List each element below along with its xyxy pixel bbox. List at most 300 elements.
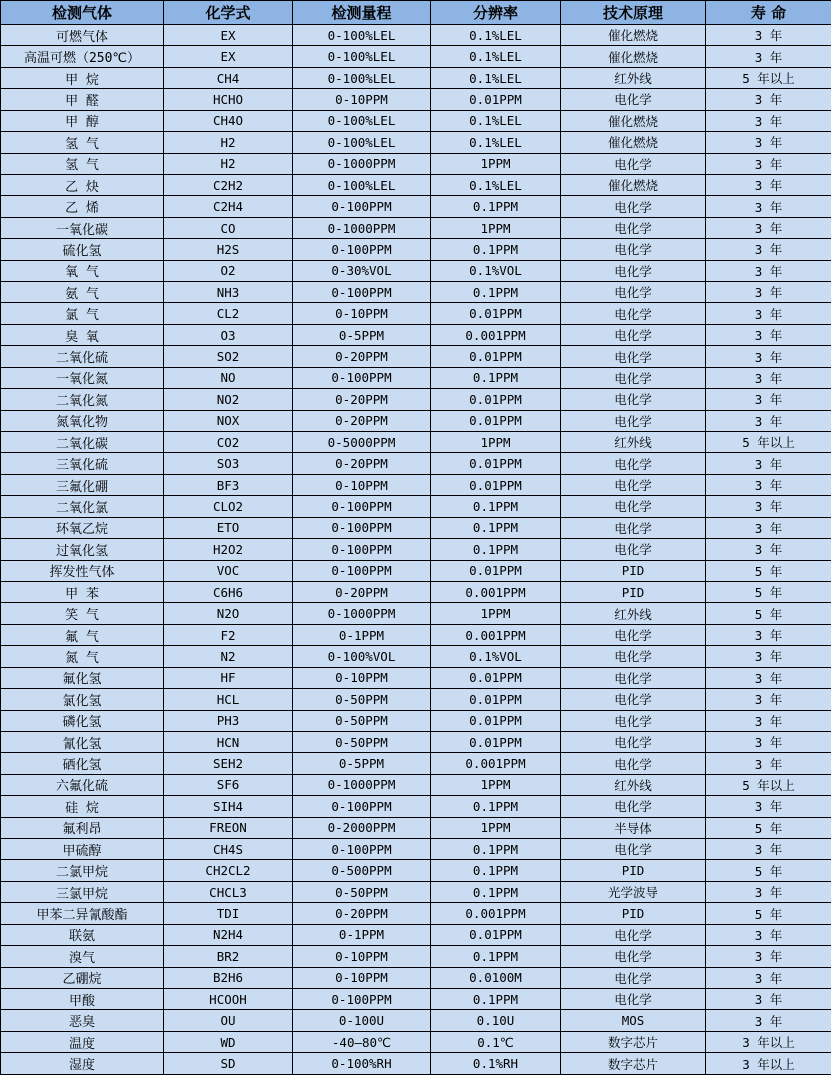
cell-principle: 半导体: [561, 817, 706, 838]
cell-lifespan: 3 年: [706, 710, 831, 731]
cell-lifespan: 3 年: [706, 282, 831, 303]
cell-lifespan: 3 年: [706, 924, 831, 945]
cell-principle: 电化学: [561, 689, 706, 710]
cell-resolution: 0.1%LEL: [431, 110, 561, 131]
cell-formula: H2O2: [164, 539, 293, 560]
cell-principle: 红外线: [561, 603, 706, 624]
cell-principle: 数字芯片: [561, 1053, 706, 1075]
cell-principle: 电化学: [561, 153, 706, 174]
cell-principle: 电化学: [561, 839, 706, 860]
cell-lifespan: 5 年: [706, 581, 831, 602]
cell-formula: EX: [164, 46, 293, 67]
cell-gas: 氟 气: [1, 624, 164, 645]
table-row: [1, 967, 831, 988]
cell-range: 0-5000PPM: [293, 432, 431, 453]
cell-formula: HCN: [164, 731, 293, 752]
cell-range: 0-20PPM: [293, 581, 431, 602]
cell-range: 0-20PPM: [293, 410, 431, 431]
cell-lifespan: 3 年: [706, 624, 831, 645]
cell-lifespan: 3 年: [706, 153, 831, 174]
cell-range: 0-100U: [293, 1010, 431, 1031]
cell-formula: ETO: [164, 517, 293, 538]
cell-resolution: 0.1PPM: [431, 196, 561, 217]
cell-range: 0-10PPM: [293, 946, 431, 967]
table-row: [1, 410, 831, 431]
table-row: [1, 753, 831, 774]
cell-range: 0-100%RH: [293, 1053, 431, 1075]
cell-gas: 甲硫醇: [1, 839, 164, 860]
cell-gas: 乙 炔: [1, 174, 164, 195]
cell-lifespan: 3 年: [706, 496, 831, 517]
cell-range: 0-50PPM: [293, 731, 431, 752]
cell-resolution: 0.1%RH: [431, 1053, 561, 1075]
cell-resolution: 0.01PPM: [431, 453, 561, 474]
cell-range: 0-1PPM: [293, 924, 431, 945]
cell-range: 0-500PPM: [293, 860, 431, 881]
cell-principle: 电化学: [561, 539, 706, 560]
cell-resolution: 0.0100M: [431, 967, 561, 988]
table-row: [1, 367, 831, 388]
cell-range: 0-10PPM: [293, 474, 431, 495]
cell-resolution: 0.01PPM: [431, 474, 561, 495]
table-row: [1, 817, 831, 838]
table-row: [1, 560, 831, 581]
cell-gas: 甲苯二异氰酸酯: [1, 903, 164, 924]
cell-gas: 臭 氧: [1, 324, 164, 345]
cell-principle: 催化燃烧: [561, 46, 706, 67]
table-row: [1, 282, 831, 303]
cell-principle: 电化学: [561, 731, 706, 752]
table-row: [1, 260, 831, 281]
cell-gas: 硅 烷: [1, 796, 164, 817]
table-header: [1, 1, 831, 25]
column-header-principle: 技术原理: [561, 1, 706, 25]
cell-gas: 三氯甲烷: [1, 881, 164, 902]
table-row: [1, 196, 831, 217]
cell-formula: N2O: [164, 603, 293, 624]
cell-gas: 二氧化氮: [1, 389, 164, 410]
cell-resolution: 0.01PPM: [431, 389, 561, 410]
cell-formula: CLO2: [164, 496, 293, 517]
cell-lifespan: 3 年: [706, 517, 831, 538]
cell-principle: 催化燃烧: [561, 132, 706, 153]
cell-formula: C2H2: [164, 174, 293, 195]
cell-range: 0-20PPM: [293, 346, 431, 367]
cell-lifespan: 3 年: [706, 389, 831, 410]
cell-gas: 一氧化氮: [1, 367, 164, 388]
cell-resolution: 0.001PPM: [431, 324, 561, 345]
cell-gas: 乙 烯: [1, 196, 164, 217]
cell-gas: 氰化氢: [1, 731, 164, 752]
cell-resolution: 1PPM: [431, 817, 561, 838]
cell-range: 0-100%VOL: [293, 646, 431, 667]
table-row: [1, 624, 831, 645]
cell-gas: 氮氧化物: [1, 410, 164, 431]
cell-formula: NO2: [164, 389, 293, 410]
table-row: [1, 710, 831, 731]
cell-lifespan: 5 年: [706, 817, 831, 838]
cell-lifespan: 3 年: [706, 967, 831, 988]
cell-gas: 甲 烷: [1, 67, 164, 88]
cell-resolution: 0.1PPM: [431, 282, 561, 303]
cell-range: 0-5PPM: [293, 753, 431, 774]
cell-formula: SF6: [164, 774, 293, 795]
cell-principle: 红外线: [561, 432, 706, 453]
cell-formula: SD: [164, 1053, 293, 1075]
cell-range: 0-100%LEL: [293, 110, 431, 131]
cell-range: 0-100%LEL: [293, 25, 431, 46]
cell-range: -40—80℃: [293, 1031, 431, 1052]
cell-range: 0-2000PPM: [293, 817, 431, 838]
cell-gas: 高温可燃（250℃）: [1, 46, 164, 67]
cell-principle: 电化学: [561, 624, 706, 645]
cell-range: 0-50PPM: [293, 689, 431, 710]
table-row: [1, 903, 831, 924]
cell-principle: 光学波导: [561, 881, 706, 902]
cell-lifespan: 3 年以上: [706, 1031, 831, 1052]
cell-lifespan: 5 年: [706, 560, 831, 581]
cell-resolution: 0.01PPM: [431, 410, 561, 431]
cell-lifespan: 3 年: [706, 89, 831, 110]
cell-formula: SO2: [164, 346, 293, 367]
cell-gas: 硒化氢: [1, 753, 164, 774]
cell-principle: 电化学: [561, 967, 706, 988]
cell-range: 0-1000PPM: [293, 774, 431, 795]
table-row: [1, 581, 831, 602]
table-row: [1, 153, 831, 174]
cell-principle: 电化学: [561, 196, 706, 217]
cell-formula: NOX: [164, 410, 293, 431]
table-row: [1, 517, 831, 538]
table-row: [1, 324, 831, 345]
cell-resolution: 0.01PPM: [431, 560, 561, 581]
cell-resolution: 0.1PPM: [431, 239, 561, 260]
cell-gas: 二氧化碳: [1, 432, 164, 453]
cell-gas: 六氟化硫: [1, 774, 164, 795]
cell-principle: MOS: [561, 1010, 706, 1031]
cell-lifespan: 3 年: [706, 646, 831, 667]
cell-formula: SEH2: [164, 753, 293, 774]
cell-gas: 甲酸: [1, 988, 164, 1009]
cell-formula: CHCL3: [164, 881, 293, 902]
table-row: [1, 46, 831, 67]
cell-resolution: 0.01PPM: [431, 303, 561, 324]
table-row: [1, 774, 831, 795]
cell-lifespan: 3 年以上: [706, 1053, 831, 1075]
cell-principle: 电化学: [561, 517, 706, 538]
cell-principle: 电化学: [561, 988, 706, 1009]
cell-resolution: 0.1PPM: [431, 367, 561, 388]
cell-formula: H2: [164, 132, 293, 153]
cell-formula: WD: [164, 1031, 293, 1052]
cell-range: 0-100%LEL: [293, 132, 431, 153]
header-row: [1, 1, 831, 25]
table-row: [1, 1010, 831, 1031]
cell-resolution: 0.01PPM: [431, 710, 561, 731]
cell-principle: 电化学: [561, 282, 706, 303]
cell-principle: 电化学: [561, 667, 706, 688]
cell-resolution: 1PPM: [431, 153, 561, 174]
table-row: [1, 496, 831, 517]
cell-principle: 电化学: [561, 796, 706, 817]
table-row: [1, 1031, 831, 1052]
column-header-gas: 检测气体: [1, 1, 164, 25]
cell-resolution: 0.1PPM: [431, 860, 561, 881]
cell-resolution: 0.1PPM: [431, 988, 561, 1009]
cell-resolution: 0.1%LEL: [431, 132, 561, 153]
cell-range: 0-5PPM: [293, 324, 431, 345]
cell-gas: 挥发性气体: [1, 560, 164, 581]
cell-gas: 湿度: [1, 1053, 164, 1075]
table-row: [1, 667, 831, 688]
cell-range: 0-10PPM: [293, 89, 431, 110]
cell-lifespan: 3 年: [706, 324, 831, 345]
cell-resolution: 0.001PPM: [431, 753, 561, 774]
cell-principle: 电化学: [561, 710, 706, 731]
table-row: [1, 646, 831, 667]
cell-gas: 二氧化氯: [1, 496, 164, 517]
cell-range: 0-100%LEL: [293, 46, 431, 67]
cell-principle: 电化学: [561, 389, 706, 410]
cell-formula: NH3: [164, 282, 293, 303]
cell-formula: HCOOH: [164, 988, 293, 1009]
column-header-lifespan: 寿 命: [706, 1, 831, 25]
cell-formula: CO: [164, 217, 293, 238]
cell-resolution: 0.1%LEL: [431, 25, 561, 46]
table-row: [1, 988, 831, 1009]
cell-gas: 可燃气体: [1, 25, 164, 46]
table-row: [1, 25, 831, 46]
cell-lifespan: 5 年以上: [706, 774, 831, 795]
cell-formula: SIH4: [164, 796, 293, 817]
table-row: [1, 731, 831, 752]
cell-principle: 电化学: [561, 346, 706, 367]
cell-resolution: 0.001PPM: [431, 903, 561, 924]
cell-range: 0-50PPM: [293, 710, 431, 731]
cell-principle: 电化学: [561, 303, 706, 324]
cell-gas: 氢 气: [1, 132, 164, 153]
cell-formula: SO3: [164, 453, 293, 474]
cell-formula: CH4O: [164, 110, 293, 131]
cell-resolution: 0.1PPM: [431, 796, 561, 817]
cell-gas: 乙硼烷: [1, 967, 164, 988]
table-row: [1, 603, 831, 624]
cell-lifespan: 3 年: [706, 346, 831, 367]
cell-formula: HF: [164, 667, 293, 688]
table-row: [1, 860, 831, 881]
cell-formula: CO2: [164, 432, 293, 453]
cell-lifespan: 3 年: [706, 132, 831, 153]
table-row: [1, 174, 831, 195]
cell-range: 0-20PPM: [293, 453, 431, 474]
cell-lifespan: 3 年: [706, 110, 831, 131]
cell-formula: HCL: [164, 689, 293, 710]
cell-formula: HCHO: [164, 89, 293, 110]
cell-resolution: 0.1PPM: [431, 517, 561, 538]
cell-range: 0-30%VOL: [293, 260, 431, 281]
cell-formula: TDI: [164, 903, 293, 924]
cell-lifespan: 3 年: [706, 410, 831, 431]
cell-formula: BF3: [164, 474, 293, 495]
cell-lifespan: 3 年: [706, 946, 831, 967]
cell-gas: 三氟化硼: [1, 474, 164, 495]
cell-principle: PID: [561, 860, 706, 881]
table-row: [1, 1053, 831, 1075]
table-row: [1, 453, 831, 474]
cell-gas: 笑 气: [1, 603, 164, 624]
cell-resolution: 1PPM: [431, 774, 561, 795]
cell-principle: 电化学: [561, 324, 706, 345]
cell-formula: NO: [164, 367, 293, 388]
cell-formula: H2S: [164, 239, 293, 260]
cell-formula: PH3: [164, 710, 293, 731]
cell-gas: 磷化氢: [1, 710, 164, 731]
cell-gas: 过氧化氢: [1, 539, 164, 560]
table-row: [1, 132, 831, 153]
cell-formula: O3: [164, 324, 293, 345]
cell-range: 0-100PPM: [293, 496, 431, 517]
cell-principle: 红外线: [561, 67, 706, 88]
cell-formula: CL2: [164, 303, 293, 324]
cell-resolution: 0.1PPM: [431, 946, 561, 967]
cell-range: 0-100PPM: [293, 988, 431, 1009]
cell-range: 0-1000PPM: [293, 153, 431, 174]
cell-range: 0-100%LEL: [293, 174, 431, 195]
cell-gas: 氟化氢: [1, 667, 164, 688]
cell-gas: 氟利昂: [1, 817, 164, 838]
cell-resolution: 0.1PPM: [431, 881, 561, 902]
gas-table-body: [1, 25, 831, 1075]
cell-lifespan: 3 年: [706, 260, 831, 281]
cell-gas: 氮 气: [1, 646, 164, 667]
cell-principle: 电化学: [561, 496, 706, 517]
cell-lifespan: 3 年: [706, 303, 831, 324]
cell-range: 0-20PPM: [293, 903, 431, 924]
cell-principle: 电化学: [561, 410, 706, 431]
cell-principle: 电化学: [561, 946, 706, 967]
cell-gas: 恶臭: [1, 1010, 164, 1031]
cell-resolution: 0.01PPM: [431, 731, 561, 752]
table-row: [1, 67, 831, 88]
cell-gas: 三氧化硫: [1, 453, 164, 474]
table-row: [1, 239, 831, 260]
table-row: [1, 924, 831, 945]
cell-lifespan: 5 年以上: [706, 432, 831, 453]
cell-resolution: 0.1%VOL: [431, 260, 561, 281]
cell-lifespan: 3 年: [706, 731, 831, 752]
cell-range: 0-100PPM: [293, 367, 431, 388]
cell-principle: 红外线: [561, 774, 706, 795]
cell-gas: 氨 气: [1, 282, 164, 303]
cell-principle: 电化学: [561, 89, 706, 110]
cell-principle: PID: [561, 560, 706, 581]
column-header-range: 检测量程: [293, 1, 431, 25]
cell-lifespan: 3 年: [706, 25, 831, 46]
cell-lifespan: 3 年: [706, 474, 831, 495]
cell-principle: 电化学: [561, 474, 706, 495]
cell-gas: 溴气: [1, 946, 164, 967]
cell-resolution: 0.01PPM: [431, 924, 561, 945]
cell-gas: 氧 气: [1, 260, 164, 281]
cell-resolution: 0.1%LEL: [431, 174, 561, 195]
cell-range: 0-1000PPM: [293, 217, 431, 238]
cell-lifespan: 5 年以上: [706, 67, 831, 88]
cell-gas: 二氧化硫: [1, 346, 164, 367]
cell-range: 0-100PPM: [293, 839, 431, 860]
cell-lifespan: 3 年: [706, 239, 831, 260]
cell-principle: 电化学: [561, 646, 706, 667]
table-row: [1, 432, 831, 453]
table-row: [1, 881, 831, 902]
cell-formula: EX: [164, 25, 293, 46]
table-row: [1, 89, 831, 110]
cell-principle: PID: [561, 903, 706, 924]
cell-range: 0-1PPM: [293, 624, 431, 645]
cell-lifespan: 3 年: [706, 367, 831, 388]
cell-resolution: 0.1PPM: [431, 839, 561, 860]
cell-formula: C6H6: [164, 581, 293, 602]
cell-range: 0-100PPM: [293, 517, 431, 538]
cell-formula: CH2CL2: [164, 860, 293, 881]
cell-range: 0-100PPM: [293, 282, 431, 303]
cell-lifespan: 3 年: [706, 796, 831, 817]
cell-resolution: 0.001PPM: [431, 581, 561, 602]
cell-formula: H2: [164, 153, 293, 174]
cell-resolution: 0.1%LEL: [431, 67, 561, 88]
cell-formula: OU: [164, 1010, 293, 1031]
cell-gas: 甲 苯: [1, 581, 164, 602]
cell-principle: 催化燃烧: [561, 174, 706, 195]
cell-principle: 电化学: [561, 217, 706, 238]
cell-resolution: 0.01PPM: [431, 689, 561, 710]
cell-range: 0-10PPM: [293, 967, 431, 988]
cell-lifespan: 3 年: [706, 689, 831, 710]
cell-gas: 硫化氢: [1, 239, 164, 260]
cell-resolution: 1PPM: [431, 432, 561, 453]
cell-lifespan: 3 年: [706, 1010, 831, 1031]
cell-formula: C2H4: [164, 196, 293, 217]
table-row: [1, 539, 831, 560]
column-header-resolution: 分辨率: [431, 1, 561, 25]
cell-principle: 催化燃烧: [561, 110, 706, 131]
cell-lifespan: 3 年: [706, 539, 831, 560]
table-row: [1, 346, 831, 367]
cell-resolution: 1PPM: [431, 603, 561, 624]
cell-resolution: 0.1PPM: [431, 496, 561, 517]
cell-formula: B2H6: [164, 967, 293, 988]
cell-formula: F2: [164, 624, 293, 645]
cell-gas: 联氨: [1, 924, 164, 945]
table-row: [1, 796, 831, 817]
table-row: [1, 689, 831, 710]
cell-formula: N2H4: [164, 924, 293, 945]
cell-formula: O2: [164, 260, 293, 281]
cell-lifespan: 3 年: [706, 453, 831, 474]
cell-principle: 电化学: [561, 753, 706, 774]
cell-gas: 甲 醛: [1, 89, 164, 110]
cell-principle: 电化学: [561, 453, 706, 474]
cell-gas: 甲 醇: [1, 110, 164, 131]
cell-lifespan: 3 年: [706, 839, 831, 860]
cell-principle: 催化燃烧: [561, 25, 706, 46]
cell-resolution: 0.01PPM: [431, 346, 561, 367]
table-row: [1, 110, 831, 131]
cell-resolution: 0.001PPM: [431, 624, 561, 645]
cell-lifespan: 3 年: [706, 753, 831, 774]
cell-principle: 电化学: [561, 367, 706, 388]
cell-range: 0-100PPM: [293, 539, 431, 560]
cell-range: 0-10PPM: [293, 303, 431, 324]
